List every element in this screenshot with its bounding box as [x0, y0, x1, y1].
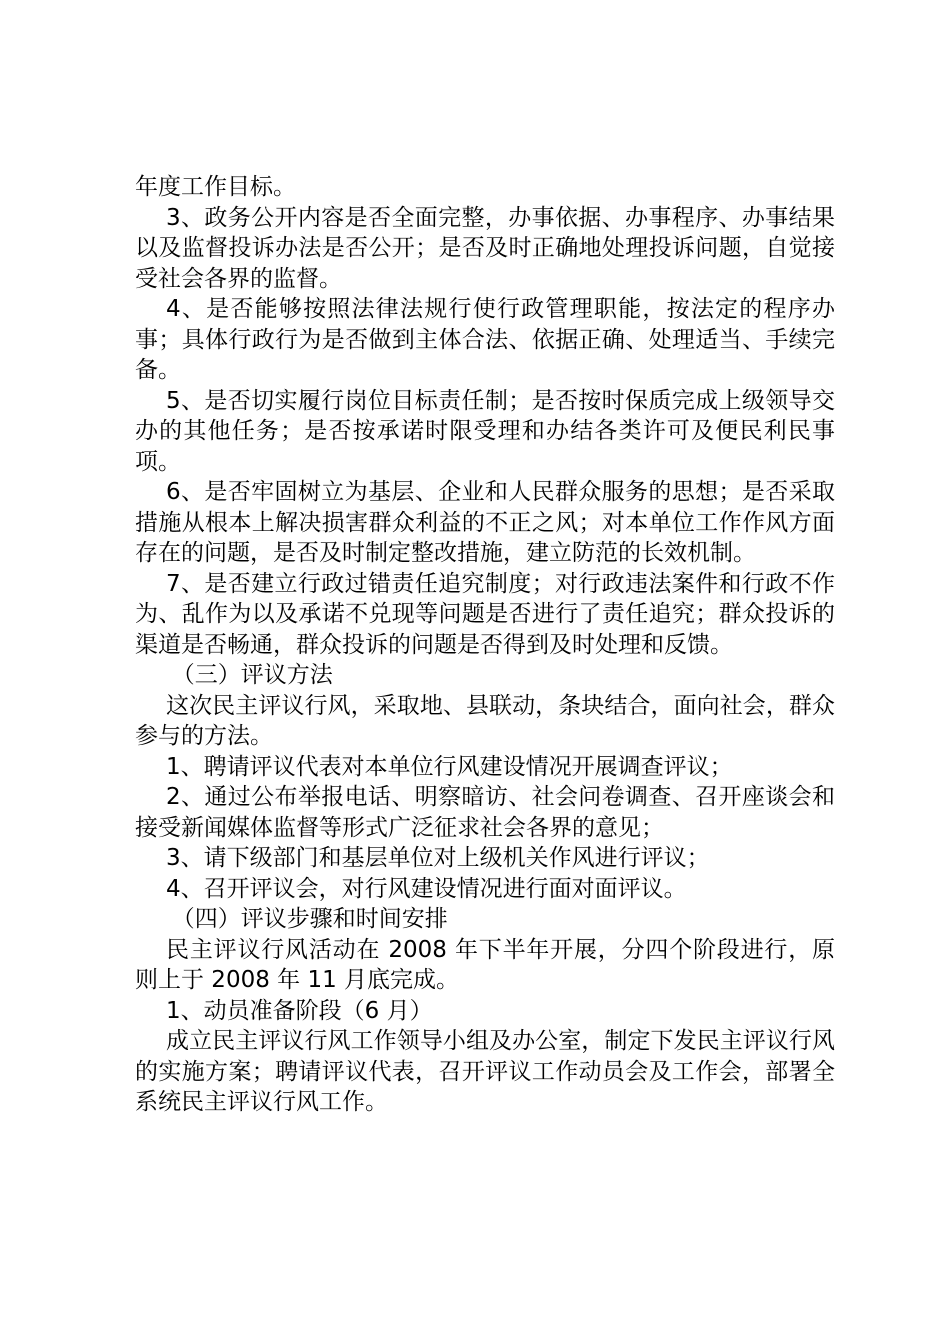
section-heading-4: （四）评议步骤和时间安排 [171, 906, 448, 932]
paragraph-continuation: 年度工作目标。 [135, 174, 296, 200]
paragraph-method-2: 2、通过公布举报电话、明察暗访、社会问卷调查、召开座谈会和接受新闻媒体监督等形式广泛征求社会各界的意见； [135, 784, 835, 841]
section-heading-3: （三）评议方法 [171, 662, 333, 688]
paragraph-item-6: 6、是否牢固树立为基层、企业和人民群众服务的思想；是否采取措施从根本上解决损害群众利益的不正之风；对本单位工作作风方面存在的问题，是否及时制定整改措施，建立防范的长效机制。 [135, 479, 835, 566]
paragraph-method-4: 4、召开评议会，对行风建设情况进行面对面评议。 [166, 875, 687, 902]
paragraph-item-7: 7、是否建立行政过错责任追究制度；对行政违法案件和行政不作为、乱作为以及承诺不兑现等问题是否进行了责任追究；群众投诉的渠道是否畅通，群众投诉的问题是否得到及时处理和反馈。 [135, 570, 835, 658]
paragraph-item-5: 5、是否切实履行岗位目标责任制；是否按时保质完成上级领导交办的其他任务；是否按承诺时限受理和办结各类许可及便民利民事项。 [135, 387, 835, 475]
document-body [135, 172, 835, 1118]
paragraph-method-3: 3、请下级部门和基层单位对上级机关作风进行评议； [166, 845, 710, 871]
paragraph-schedule-intro: 民主评议行风活动在 2008 年下半年开展，分四个阶段进行，原则上于 2008 年 11 月底完成。 [135, 936, 835, 993]
paragraph-stage-1-body: 成立民主评议行风工作领导小组及办公室，制定下发民主评议行风的实施方案；聘请评议代表，召开评议工作动员会及工作会，部署全系统民主评议行风工作。 [135, 1028, 835, 1115]
paragraph-method-1: 1、聘请评议代表对本单位行风建设情况开展调查评议； [166, 753, 733, 780]
paragraph-item-3: 3、政务公开内容是否全面完整，办事依据、办事程序、办事结果以及监督投诉办法是否公开；是否及时正确地处理投诉问题，自觉接受社会各界的监督。 [135, 204, 835, 292]
paragraph-item-4: 4、是否能够按照法律法规行使行政管理职能，按法定的程序办事；具体行政行为是否做到主体合法、依据正确、处理适当、手续完备。 [135, 296, 835, 383]
paragraph-stage-1-title: 1、动员准备阶段（6 月） [166, 997, 433, 1024]
paragraph-method-intro: 这次民主评议行风，采取地、县联动，条块结合，面向社会，群众参与的方法。 [135, 692, 835, 749]
